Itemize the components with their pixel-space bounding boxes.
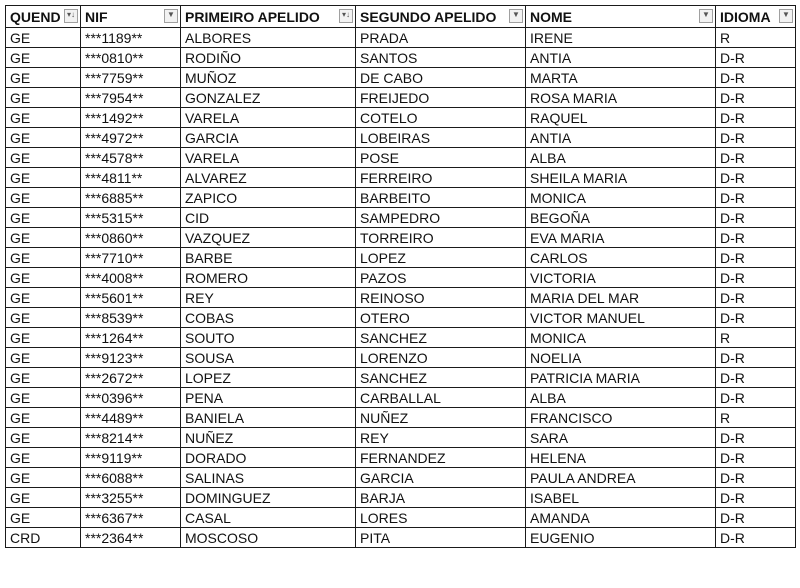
quend-cell[interactable]: GE (6, 428, 81, 448)
nome-cell[interactable]: BEGOÑA (526, 208, 716, 228)
idioma-cell[interactable]: D-R (716, 128, 796, 148)
table-row (6, 148, 796, 168)
table-row (6, 508, 796, 528)
table-row (6, 208, 796, 228)
nome-cell[interactable]: VICTOR MANUEL (526, 308, 716, 328)
primeiro-apelido-cell[interactable]: SOUTO (181, 328, 356, 348)
table-row (6, 308, 796, 328)
nome-cell[interactable]: IRENE (526, 28, 716, 48)
segundo-apelido-cell[interactable]: DE CABO (356, 68, 526, 88)
segundo-apelido-cell[interactable]: BARBEITO (356, 188, 526, 208)
column-header-primeiro-apelido (181, 6, 356, 28)
segundo-apelido-cell[interactable]: COTELO (356, 108, 526, 128)
primeiro-apelido-cell[interactable]: LOPEZ (181, 368, 356, 388)
idioma-cell[interactable]: R (716, 328, 796, 348)
segundo-apelido-cell[interactable]: FREIJEDO (356, 88, 526, 108)
segundo-apelido-cell[interactable]: PITA (356, 528, 526, 548)
nome-cell[interactable]: MARTA (526, 68, 716, 88)
nome-cell[interactable]: ANTIA (526, 48, 716, 68)
primeiro-apelido-cell[interactable]: REY (181, 288, 356, 308)
segundo-apelido-cell[interactable]: LORENZO (356, 348, 526, 368)
nome-cell[interactable]: HELENA (526, 448, 716, 468)
idioma-cell[interactable]: D-R (716, 368, 796, 388)
column-header-idioma (716, 6, 796, 28)
nome-cell[interactable]: ANTIA (526, 128, 716, 148)
segundo-apelido-cell[interactable]: PAZOS (356, 268, 526, 288)
nome-cell[interactable]: VICTORIA (526, 268, 716, 288)
idioma-cell[interactable]: D-R (716, 108, 796, 128)
nome-cell[interactable]: ISABEL (526, 488, 716, 508)
nome-cell[interactable]: NOELIA (526, 348, 716, 368)
idioma-cell[interactable]: D-R (716, 68, 796, 88)
segundo-apelido-cell[interactable]: GARCIA (356, 468, 526, 488)
nome-cell[interactable]: AMANDA (526, 508, 716, 528)
segundo-apelido-cell[interactable]: FERNANDEZ (356, 448, 526, 468)
nif-cell[interactable]: ***4489** (81, 408, 181, 428)
primeiro-apelido-cell[interactable]: CID (181, 208, 356, 228)
column-header-label: NOME (530, 8, 572, 25)
nome-cell[interactable]: ALBA (526, 148, 716, 168)
table-row (6, 428, 796, 448)
nome-cell[interactable]: MONICA (526, 188, 716, 208)
primeiro-apelido-cell[interactable]: NUÑEZ (181, 428, 356, 448)
nif-cell[interactable]: ***4811** (81, 168, 181, 188)
quend-cell[interactable]: GE (6, 468, 81, 488)
nif-cell[interactable]: ***1492** (81, 108, 181, 128)
idioma-cell[interactable]: D-R (716, 248, 796, 268)
idioma-cell[interactable]: D-R (716, 148, 796, 168)
quend-cell[interactable]: GE (6, 268, 81, 288)
quend-cell[interactable]: GE (6, 448, 81, 468)
idioma-cell[interactable]: D-R (716, 428, 796, 448)
idioma-cell[interactable]: D-R (716, 528, 796, 548)
idioma-cell[interactable]: D-R (716, 448, 796, 468)
segundo-apelido-cell[interactable]: SAMPEDRO (356, 208, 526, 228)
quend-cell[interactable]: GE (6, 348, 81, 368)
spreadsheet-table (5, 5, 796, 548)
nif-cell[interactable]: ***4008** (81, 268, 181, 288)
primeiro-apelido-cell[interactable]: GARCIA (181, 128, 356, 148)
column-header-label: SEGUNDO APELIDO (360, 8, 497, 25)
quend-cell[interactable]: GE (6, 308, 81, 328)
table-row (6, 408, 796, 428)
primeiro-apelido-cell[interactable]: PENA (181, 388, 356, 408)
segundo-apelido-cell[interactable]: LORES (356, 508, 526, 528)
idioma-cell[interactable]: D-R (716, 308, 796, 328)
primeiro-apelido-cell[interactable]: SALINAS (181, 468, 356, 488)
idioma-cell[interactable]: D-R (716, 468, 796, 488)
nif-cell[interactable]: ***8214** (81, 428, 181, 448)
column-header-label: NIF (85, 8, 108, 25)
table-row (6, 88, 796, 108)
primeiro-apelido-cell[interactable]: BARBE (181, 248, 356, 268)
segundo-apelido-cell[interactable]: CARBALLAL (356, 388, 526, 408)
nif-cell[interactable]: ***2672** (81, 368, 181, 388)
nome-cell[interactable]: MARIA DEL MAR (526, 288, 716, 308)
quend-cell[interactable]: GE (6, 48, 81, 68)
idioma-cell[interactable]: R (716, 408, 796, 428)
sort-filter-icon[interactable]: ▾↓ (64, 9, 78, 23)
primeiro-apelido-cell[interactable]: SOUSA (181, 348, 356, 368)
table-row (6, 248, 796, 268)
nif-cell[interactable]: ***0860** (81, 228, 181, 248)
segundo-apelido-cell[interactable]: SANCHEZ (356, 328, 526, 348)
table-row (6, 188, 796, 208)
nome-cell[interactable]: ALBA (526, 388, 716, 408)
table-row (6, 348, 796, 368)
idioma-cell[interactable]: D-R (716, 88, 796, 108)
table-row (6, 128, 796, 148)
quend-cell[interactable]: GE (6, 68, 81, 88)
primeiro-apelido-cell[interactable]: CASAL (181, 508, 356, 528)
nif-cell[interactable]: ***9119** (81, 448, 181, 468)
primeiro-apelido-cell[interactable]: MUÑOZ (181, 68, 356, 88)
column-header-label: IDIOMA (720, 8, 771, 25)
primeiro-apelido-cell[interactable]: DORADO (181, 448, 356, 468)
idioma-cell[interactable]: D-R (716, 488, 796, 508)
idioma-cell[interactable]: D-R (716, 188, 796, 208)
header-row (6, 6, 796, 28)
idioma-cell[interactable]: D-R (716, 228, 796, 248)
segundo-apelido-cell[interactable]: TORREIRO (356, 228, 526, 248)
nif-cell[interactable]: ***6367** (81, 508, 181, 528)
nome-cell[interactable]: MONICA (526, 328, 716, 348)
nome-cell[interactable]: PATRICIA MARIA (526, 368, 716, 388)
nif-cell[interactable]: ***7710** (81, 248, 181, 268)
primeiro-apelido-cell[interactable]: ALVAREZ (181, 168, 356, 188)
nif-cell[interactable]: ***4578** (81, 148, 181, 168)
primeiro-apelido-cell[interactable]: ALBORES (181, 28, 356, 48)
primeiro-apelido-cell[interactable]: BANIELA (181, 408, 356, 428)
idioma-cell[interactable]: D-R (716, 268, 796, 288)
primeiro-apelido-cell[interactable]: VARELA (181, 108, 356, 128)
table-row (6, 48, 796, 68)
dropdown-filter-icon[interactable]: ▼ (509, 9, 523, 23)
primeiro-apelido-cell[interactable]: ROMERO (181, 268, 356, 288)
segundo-apelido-cell[interactable]: NUÑEZ (356, 408, 526, 428)
idioma-cell[interactable]: D-R (716, 508, 796, 528)
primeiro-apelido-cell[interactable]: COBAS (181, 308, 356, 328)
nif-cell[interactable]: ***7759** (81, 68, 181, 88)
nif-cell[interactable]: ***6885** (81, 188, 181, 208)
quend-cell[interactable]: GE (6, 188, 81, 208)
table-row (6, 28, 796, 48)
nome-cell[interactable]: CARLOS (526, 248, 716, 268)
column-header-segundo-apelido (356, 6, 526, 28)
nif-cell[interactable]: ***1264** (81, 328, 181, 348)
segundo-apelido-cell[interactable]: LOPEZ (356, 248, 526, 268)
nome-cell[interactable]: EVA MARIA (526, 228, 716, 248)
dropdown-filter-icon[interactable]: ▼ (164, 9, 178, 23)
nif-cell[interactable]: ***1189** (81, 28, 181, 48)
table-row (6, 108, 796, 128)
quend-cell[interactable]: GE (6, 148, 81, 168)
quend-cell[interactable]: GE (6, 388, 81, 408)
nif-cell[interactable]: ***0810** (81, 48, 181, 68)
primeiro-apelido-cell[interactable]: GONZALEZ (181, 88, 356, 108)
nif-cell[interactable]: ***3255** (81, 488, 181, 508)
quend-cell[interactable]: GE (6, 408, 81, 428)
table-row (6, 168, 796, 188)
nif-cell[interactable]: ***2364** (81, 528, 181, 548)
segundo-apelido-cell[interactable]: POSE (356, 148, 526, 168)
nome-cell[interactable]: RAQUEL (526, 108, 716, 128)
primeiro-apelido-cell[interactable]: VARELA (181, 148, 356, 168)
segundo-apelido-cell[interactable]: FERREIRO (356, 168, 526, 188)
idioma-cell[interactable]: D-R (716, 168, 796, 188)
nif-cell[interactable]: ***8539** (81, 308, 181, 328)
quend-cell[interactable]: GE (6, 168, 81, 188)
primeiro-apelido-cell[interactable]: MOSCOSO (181, 528, 356, 548)
table-row (6, 448, 796, 468)
table-row (6, 68, 796, 88)
primeiro-apelido-cell[interactable]: RODIÑO (181, 48, 356, 68)
quend-cell[interactable]: GE (6, 28, 81, 48)
active-filter-icon[interactable]: ▼ (779, 9, 793, 23)
nif-cell[interactable]: ***5315** (81, 208, 181, 228)
segundo-apelido-cell[interactable]: LOBEIRAS (356, 128, 526, 148)
segundo-apelido-cell[interactable]: OTERO (356, 308, 526, 328)
nome-cell[interactable]: EUGENIO (526, 528, 716, 548)
dropdown-filter-icon[interactable]: ▼ (699, 9, 713, 23)
primeiro-apelido-cell[interactable]: VAZQUEZ (181, 228, 356, 248)
primeiro-apelido-cell[interactable]: ZAPICO (181, 188, 356, 208)
idioma-cell[interactable]: R (716, 28, 796, 48)
quend-cell[interactable]: GE (6, 108, 81, 128)
segundo-apelido-cell[interactable]: SANCHEZ (356, 368, 526, 388)
sort-filter-icon[interactable]: ▾↓ (339, 9, 353, 23)
idioma-cell[interactable]: D-R (716, 348, 796, 368)
nif-cell[interactable]: ***7954** (81, 88, 181, 108)
quend-cell[interactable]: GE (6, 228, 81, 248)
table-row (6, 468, 796, 488)
nome-cell[interactable]: ROSA MARIA (526, 88, 716, 108)
quend-cell[interactable]: GE (6, 508, 81, 528)
column-header-nif (81, 6, 181, 28)
table-row (6, 388, 796, 408)
nome-cell[interactable]: SARA (526, 428, 716, 448)
column-header-label: PRIMEIRO APELIDO (185, 8, 320, 25)
idioma-cell[interactable]: D-R (716, 288, 796, 308)
segundo-apelido-cell[interactable]: REINOSO (356, 288, 526, 308)
quend-cell[interactable]: GE (6, 288, 81, 308)
idioma-cell[interactable]: D-R (716, 48, 796, 68)
nif-cell[interactable]: ***5601** (81, 288, 181, 308)
quend-cell[interactable]: GE (6, 488, 81, 508)
quend-cell[interactable]: GE (6, 208, 81, 228)
nome-cell[interactable]: SHEILA MARIA (526, 168, 716, 188)
segundo-apelido-cell[interactable]: REY (356, 428, 526, 448)
primeiro-apelido-cell[interactable]: DOMINGUEZ (181, 488, 356, 508)
nome-cell[interactable]: PAULA ANDREA (526, 468, 716, 488)
table-row (6, 288, 796, 308)
quend-cell[interactable]: CRD (6, 528, 81, 548)
segundo-apelido-cell[interactable]: SANTOS (356, 48, 526, 68)
column-header-nome (526, 6, 716, 28)
table-row (6, 228, 796, 248)
quend-cell[interactable]: GE (6, 128, 81, 148)
idioma-cell[interactable]: D-R (716, 388, 796, 408)
table-row (6, 328, 796, 348)
segundo-apelido-cell[interactable]: BARJA (356, 488, 526, 508)
nif-cell[interactable]: ***6088** (81, 468, 181, 488)
column-header-label: QUEND (10, 8, 61, 25)
idioma-cell[interactable]: D-R (716, 208, 796, 228)
quend-cell[interactable]: GE (6, 88, 81, 108)
table-row (6, 368, 796, 388)
table-row (6, 528, 796, 548)
quend-cell[interactable]: GE (6, 368, 81, 388)
column-header-quend (6, 6, 81, 28)
segundo-apelido-cell[interactable]: PRADA (356, 28, 526, 48)
nif-cell[interactable]: ***4972** (81, 128, 181, 148)
quend-cell[interactable]: GE (6, 328, 81, 348)
table-row (6, 488, 796, 508)
nome-cell[interactable]: FRANCISCO (526, 408, 716, 428)
nif-cell[interactable]: ***9123** (81, 348, 181, 368)
nif-cell[interactable]: ***0396** (81, 388, 181, 408)
quend-cell[interactable]: GE (6, 248, 81, 268)
table-row (6, 268, 796, 288)
